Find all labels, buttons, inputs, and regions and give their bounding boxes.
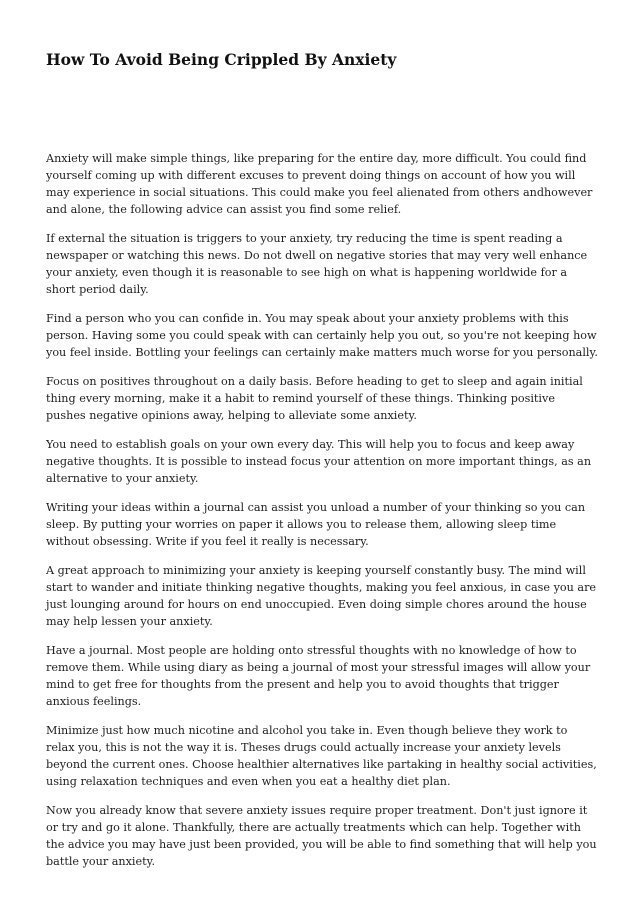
paragraph: Anxiety will make simple things, like preparing for the entire day, more difficult. You could find yourself coming up with different excuses to prevent doing things on account of how you will may experience in social situations. This could make you feel alienated from others andhowever and alone, the following advice can assist you find some relief. [46,152,593,216]
paragraph: Minimize just how much nicotine and alcohol you take in. Even though believe they work to relax you, this is not the way it is. Theses drugs could actually increase your anxiety levels beyond the current ones. Choose healthier alternatives like partaking in healthy social activities, using relaxation techniques and even when you eat a healthy diet plan. [46,724,597,788]
paragraph: Focus on positives throughout on a daily basis. Before heading to get to sleep and again initial thing every morning, make it a habit to remind yourself of these things. Thinking positive pushes negative opinions away, helping to alleviate some anxiety. [46,375,583,422]
paragraph: Have a journal. Most people are holding onto stressful thoughts with no knowledge of how to remove them. While using diary as being a journal of most your stressful images will allow your mind to get free for thoughts from the present and help you to avoid thoughts that trigger anxious feelings. [46,644,591,708]
document-body [46,150,598,882]
paragraph: If external the situation is triggers to your anxiety, try reducing the time is spent reading a newspaper or watching this news. Do not dwell on negative stories that may very well enhance your anxiety, even though it is reasonable to see high on what is happening worldwide for a short period daily. [46,232,588,296]
paragraph: Writing your ideas within a journal can assist you unload a number of your thinking so you can sleep. By putting your worries on paper it allows you to release them, allowing sleep time without obsessing. Write if you feel it really is necessary. [46,501,586,548]
paragraph: A great approach to minimizing your anxiety is keeping yourself constantly busy. The mind will start to wander and initiate thinking negative thoughts, making you feel anxious, in case you are just lounging around for hours on end unoccupied. Even doing simple chores around the house may help lessen your anxiety. [46,564,597,628]
paragraph: You need to establish goals on your own every day. This will help you to focus and keep away negative thoughts. It is possible to instead focus your attention on more important things, as an alternative to your anxiety. [46,438,592,485]
paragraph: Now you already know that severe anxiety issues require proper treatment. Don't just ignore it or try and go it alone. Thankfully, there are actually treatments which can help. Together with the advice you may have just been provided, you will be able to find something that will help you battle your anxiety. [46,804,597,868]
paragraph: Find a person who you can confide in. You may speak about your anxiety problems with this person. Having some you could speak with can certainly help you out, so you're not keeping how you feel inside. Bottling your feelings can certainly make matters much worse for you personally. [46,312,598,359]
document-title: How To Avoid Being Crippled By Anxiety [46,50,397,69]
